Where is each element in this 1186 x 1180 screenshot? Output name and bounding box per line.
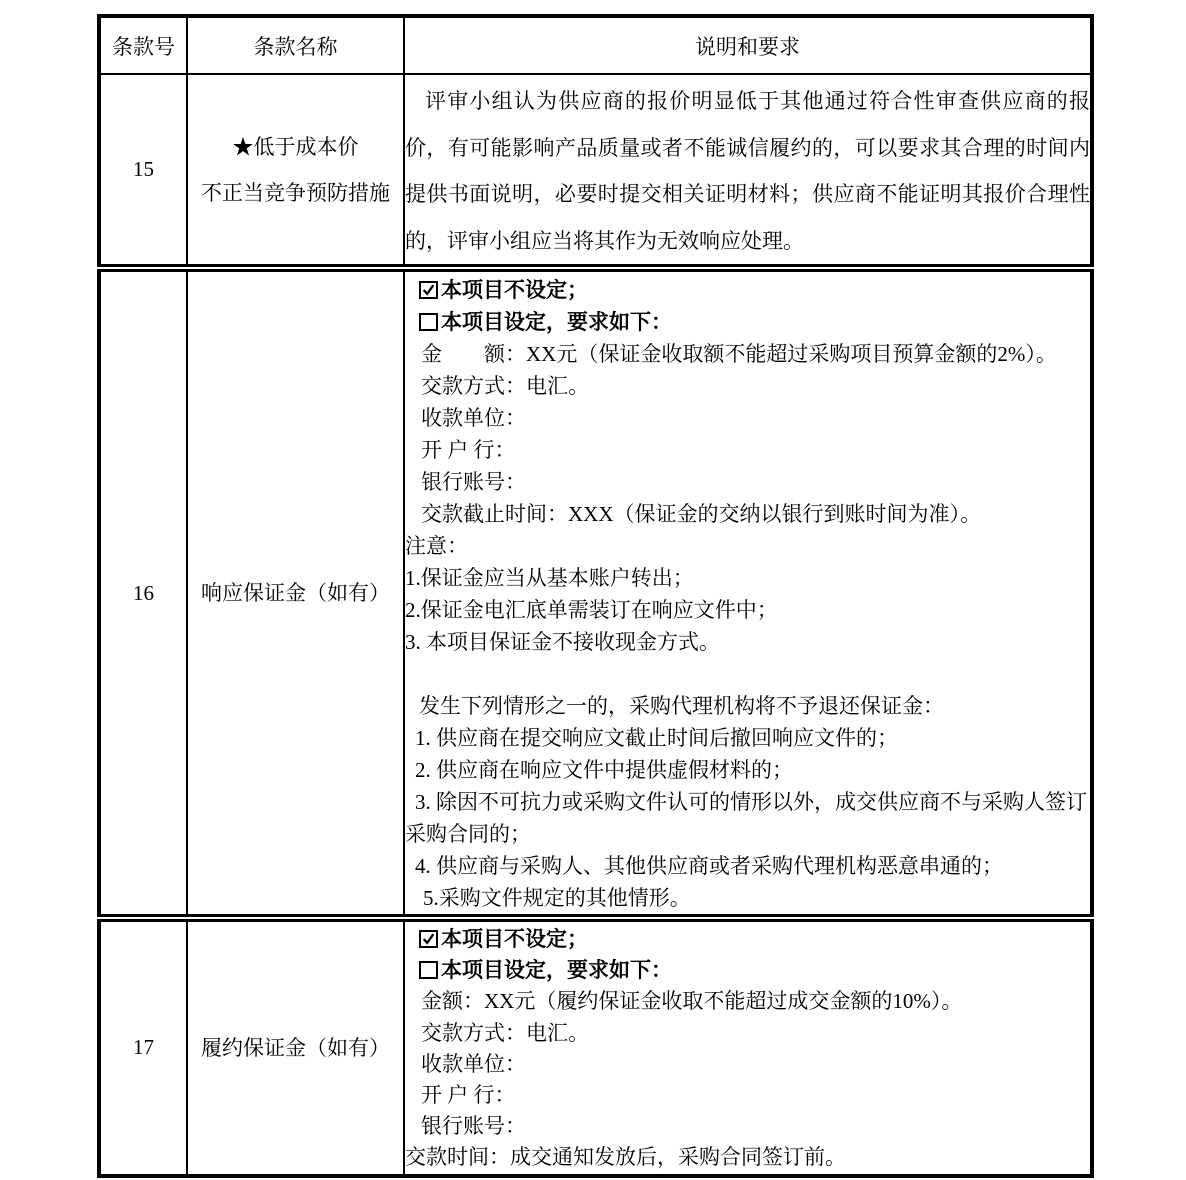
text-line: 发生下列情形之一的，采购代理机构将不予退还保证金： (419, 694, 944, 718)
clause-number-cell: 15 (99, 74, 187, 268)
text-line: 本项目不设定； (405, 924, 1090, 955)
clause-name-cell (187, 918, 404, 1176)
table-row (99, 918, 1092, 1176)
text-line: 1. 供应商在提交响应文截止时间后撤回响应文件的； (415, 726, 898, 750)
unchecked-checkbox-icon (419, 313, 438, 331)
text-line: 4. 供应商与采购人、其他供应商或者采购代理机构恶意串通的； (415, 854, 1003, 878)
table-row (99, 268, 1092, 918)
table-header (99, 16, 1092, 74)
text-line: 银行账号： (421, 470, 526, 494)
clause-name-line: 不正当竞争预防措施 (201, 180, 390, 205)
text-line: 交款方式：电汇。 (421, 1020, 589, 1045)
text-line: 开 户 行： (421, 438, 516, 462)
text-line: 本项目不设定； (405, 274, 1090, 306)
clause-name-cell (187, 74, 404, 268)
description-cell (404, 74, 1092, 268)
clause-name-line: 响应保证金（如有） (201, 581, 390, 605)
table-body (99, 74, 1092, 1176)
checked-checkbox-icon (419, 930, 438, 948)
clause-name-line: 履约保证金（如有） (201, 1035, 390, 1060)
header-clause-number: 条款号 (99, 16, 187, 74)
text-line: 3. 除因不可抗力或采购文件认可的情形以外，成交供应商不与采购人签订 (415, 790, 1087, 814)
text-line: 金额：XX元（履约保证金收取不能超过成交金额的10%）。 (421, 989, 963, 1014)
text-line: 评审小组认为供应商的报价明显低于其他通过符合性审查供应商的报 (425, 89, 1090, 113)
header-clause-name: 条款名称 (187, 16, 404, 74)
text-line: 本项目设定，要求如下： (405, 306, 1090, 338)
unchecked-checkbox-icon (419, 961, 438, 979)
text-line: 3. 本项目保证金不接收现金方式。 (405, 630, 720, 654)
text-line: 收款单位： (421, 1051, 526, 1076)
header-row (99, 16, 1092, 74)
text-line: 银行账号： (421, 1114, 526, 1139)
text-line: 提供书面说明，必要时提交相关证明材料；供应商不能证明其报价合理性 (405, 182, 1090, 206)
clause-name-cell (187, 268, 404, 918)
text-line: 5.采购文件规定的其他情形。 (423, 886, 691, 910)
clauses-table (97, 14, 1094, 1178)
clause-number-cell: 17 (99, 918, 187, 1176)
description-cell (404, 918, 1092, 1176)
checked-checkbox-icon (419, 281, 438, 299)
text-line: 本项目设定，要求如下： (405, 955, 1090, 986)
text-line: 开 户 行： (421, 1083, 516, 1108)
text-line: 交款截止时间：XXX（保证金的交纳以银行到账时间为准）。 (421, 502, 981, 526)
text-line: 收款单位： (421, 406, 526, 430)
clause-number-cell: 16 (99, 268, 187, 918)
text-line: 价，有可能影响产品质量或者不能诚信履约的，可以要求其合理的时间内 (405, 135, 1090, 160)
text-line (405, 658, 1090, 690)
header-description: 说明和要求 (404, 16, 1092, 74)
text-line: 注意： (405, 534, 468, 558)
text-line: 金 额：XX元（保证金收取额不能超过采购项目预算金额的2%）。 (421, 342, 1057, 366)
text-line: 采购合同的； (405, 822, 531, 846)
table-row (99, 74, 1092, 268)
text-line: 1.保证金应当从基本账户转出； (405, 566, 694, 590)
text-line: 的，评审小组应当将其作为无效响应处理。 (405, 228, 804, 253)
text-line: 交款方式：电汇。 (421, 374, 589, 398)
description-cell (404, 268, 1092, 918)
text-line: 交款时间：成交通知发放后，采购合同签订前。 (405, 1145, 846, 1170)
text-line: 2. 供应商在响应文件中提供虚假材料的； (415, 758, 793, 782)
clause-name-line: ★低于成本价 (232, 134, 359, 159)
text-line: 2.保证金电汇底单需装订在响应文件中； (405, 598, 778, 622)
